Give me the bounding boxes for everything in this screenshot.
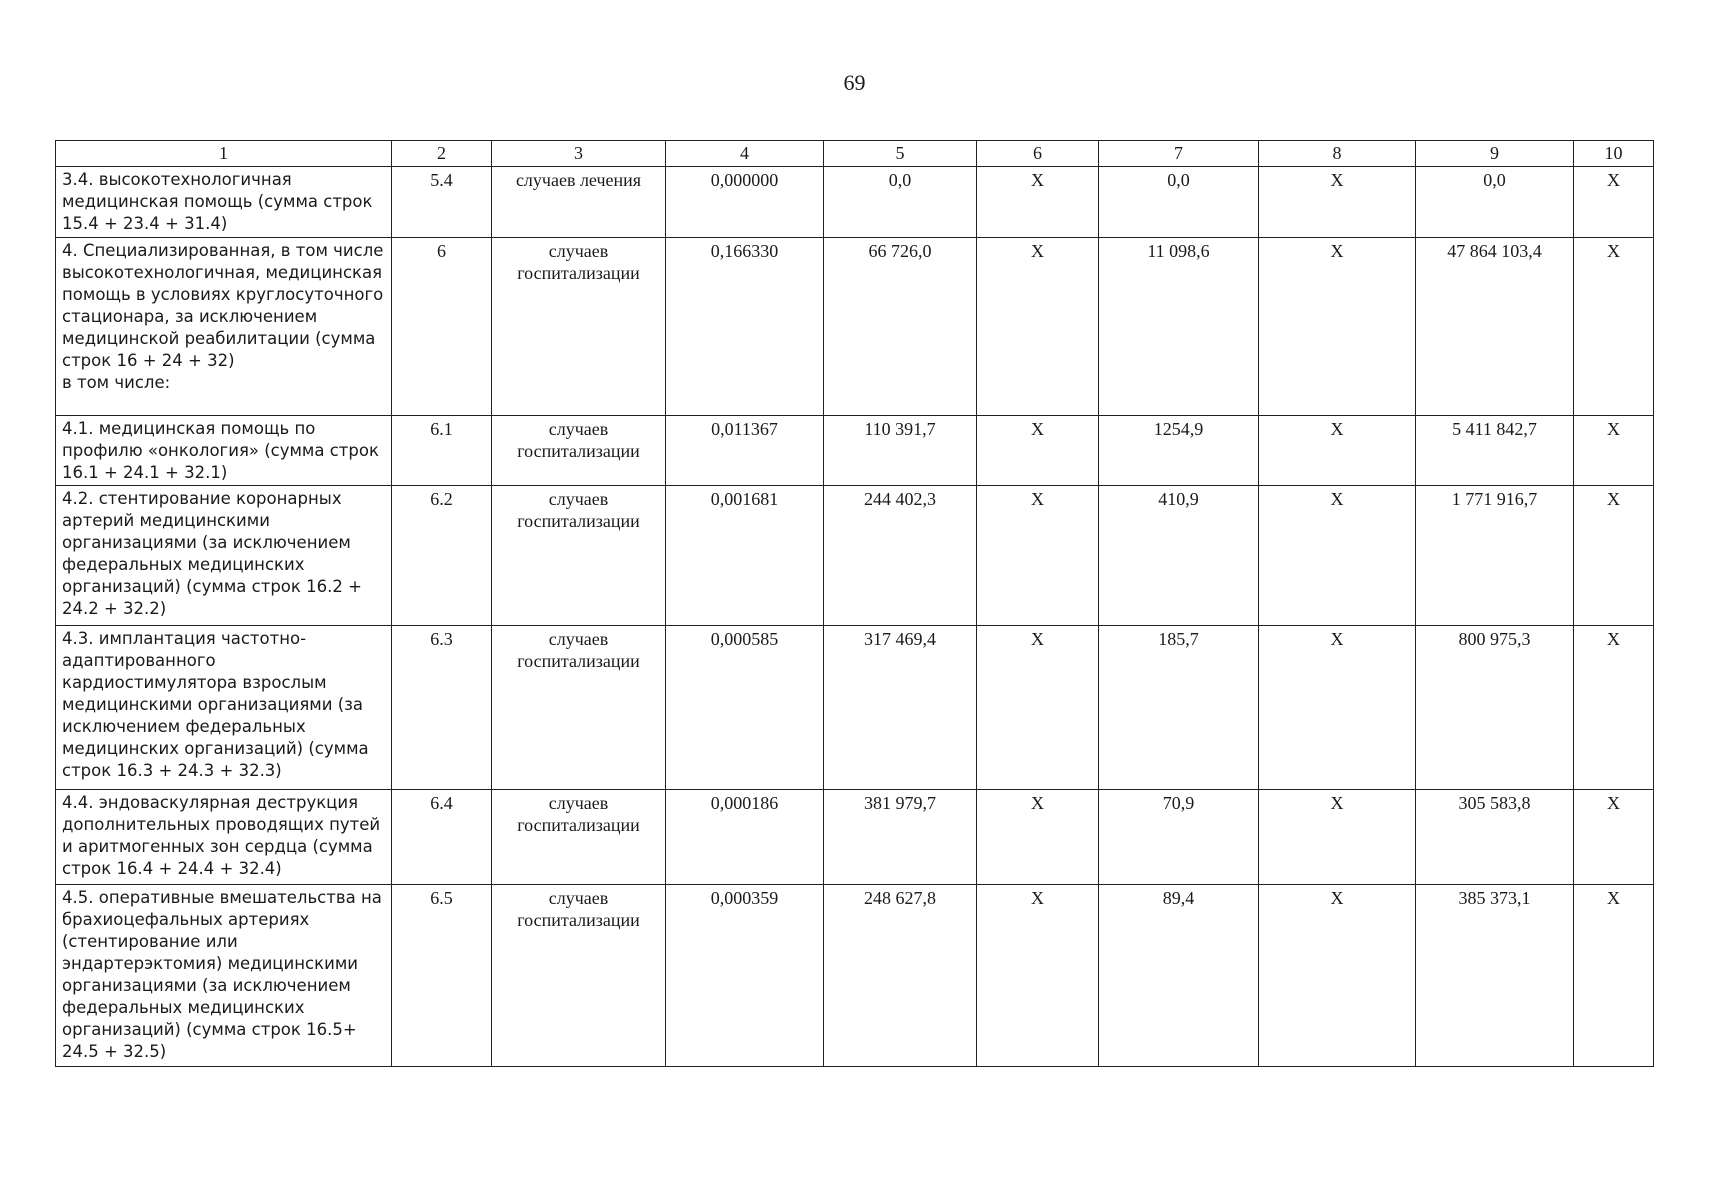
row-label-text: 4.1. медицинская помощь по профилю «онкология» (сумма строк 16.1 + 24.1 + 32.1) xyxy=(62,419,379,482)
column-header: 7 xyxy=(1099,141,1259,167)
table-row xyxy=(56,885,1654,1067)
row-label-text: 4.5. оперативные вмешательства на брахиоцефальных артериях (стентирование или эндартерэктомия) медицинскими организациями (за исключением федеральных медицинских организаций) (сумма строк 16.5+ 24.5 + 32.5) xyxy=(62,888,382,1061)
row-label xyxy=(56,486,392,626)
cell-code: 6.2 xyxy=(392,486,492,626)
cell-c4: 0,000000 xyxy=(666,167,824,238)
cell-unit: случаев госпитализации xyxy=(492,486,666,626)
cell-code: 6.3 xyxy=(392,626,492,790)
cell-c5: 66 726,0 xyxy=(824,238,977,416)
cell-c9: 385 373,1 xyxy=(1416,885,1574,1067)
table-row xyxy=(56,626,1654,790)
cell-c10: X xyxy=(1574,416,1654,486)
cell-c4: 0,166330 xyxy=(666,238,824,416)
cell-c7: 0,0 xyxy=(1099,167,1259,238)
row-label xyxy=(56,626,392,790)
column-header: 8 xyxy=(1259,141,1416,167)
cell-c6: X xyxy=(977,167,1099,238)
header-row xyxy=(56,141,1654,167)
cell-unit: случаев госпитализации xyxy=(492,885,666,1067)
row-label xyxy=(56,416,392,486)
row-label xyxy=(56,790,392,885)
cell-c9: 47 864 103,4 xyxy=(1416,238,1574,416)
row-label xyxy=(56,238,392,416)
cell-c8: X xyxy=(1259,416,1416,486)
cell-c10: X xyxy=(1574,238,1654,416)
cell-unit: случаев госпитализации xyxy=(492,416,666,486)
row-label xyxy=(56,885,392,1067)
cell-c8: X xyxy=(1259,238,1416,416)
data-table xyxy=(55,140,1654,1067)
cell-c5: 381 979,7 xyxy=(824,790,977,885)
cell-code: 6 xyxy=(392,238,492,416)
cell-c7: 185,7 xyxy=(1099,626,1259,790)
cell-c8: X xyxy=(1259,486,1416,626)
cell-unit: случаев госпитализации xyxy=(492,238,666,416)
cell-c7: 89,4 xyxy=(1099,885,1259,1067)
cell-c7: 1254,9 xyxy=(1099,416,1259,486)
cell-c9: 305 583,8 xyxy=(1416,790,1574,885)
cell-c10: X xyxy=(1574,486,1654,626)
cell-c5: 110 391,7 xyxy=(824,416,977,486)
row-label-text: 4.4. эндоваскулярная деструкция дополнительных проводящих путей и аритмогенных зон сердца (сумма строк 16.4 + 24.4 + 32.4) xyxy=(62,793,381,878)
cell-code: 6.5 xyxy=(392,885,492,1067)
cell-c5: 0,0 xyxy=(824,167,977,238)
row-label-text: 4.2. стентирование коронарных артерий медицинскими организациями (за исключением федеральных медицинских организаций) (сумма строк 16.2 + 24.2 + 32.2) xyxy=(62,489,362,618)
cell-c5: 248 627,8 xyxy=(824,885,977,1067)
page-number: 69 xyxy=(843,70,866,95)
column-header: 2 xyxy=(392,141,492,167)
cell-unit: случаев лечения xyxy=(492,167,666,238)
cell-c7: 70,9 xyxy=(1099,790,1259,885)
cell-c10: X xyxy=(1574,626,1654,790)
row-label-text: 4.3. имплантация частотно-адаптированного кардиостимулятора взрослым медицинскими организациями (за исключением федеральных медицинских организаций) (сумма строк 16.3 + 24.3 + 32.3) xyxy=(62,629,369,780)
cell-c6: X xyxy=(977,486,1099,626)
column-header: 3 xyxy=(492,141,666,167)
cell-c10: X xyxy=(1574,790,1654,885)
cell-c7: 410,9 xyxy=(1099,486,1259,626)
cell-code: 5.4 xyxy=(392,167,492,238)
table-row xyxy=(56,167,1654,238)
cell-c6: X xyxy=(977,626,1099,790)
cell-c4: 0,011367 xyxy=(666,416,824,486)
cell-c5: 244 402,3 xyxy=(824,486,977,626)
cell-c9: 1 771 916,7 xyxy=(1416,486,1574,626)
cell-c5: 317 469,4 xyxy=(824,626,977,790)
cell-c4: 0,000359 xyxy=(666,885,824,1067)
cell-c9: 5 411 842,7 xyxy=(1416,416,1574,486)
cell-c4: 0,000186 xyxy=(666,790,824,885)
cell-c6: X xyxy=(977,238,1099,416)
column-header: 5 xyxy=(824,141,977,167)
table-row xyxy=(56,486,1654,626)
cell-c10: X xyxy=(1574,885,1654,1067)
cell-code: 6.1 xyxy=(392,416,492,486)
column-header: 1 xyxy=(56,141,392,167)
cell-c4: 0,001681 xyxy=(666,486,824,626)
table-row xyxy=(56,238,1654,416)
cell-c6: X xyxy=(977,790,1099,885)
column-header: 9 xyxy=(1416,141,1574,167)
column-header: 6 xyxy=(977,141,1099,167)
cell-unit: случаев госпитализации xyxy=(492,790,666,885)
row-label xyxy=(56,167,392,238)
cell-c8: X xyxy=(1259,790,1416,885)
table-row xyxy=(56,416,1654,486)
row-label-extra: в том числе: xyxy=(62,373,171,392)
cell-c6: X xyxy=(977,885,1099,1067)
cell-c8: X xyxy=(1259,167,1416,238)
cell-c8: X xyxy=(1259,885,1416,1067)
column-header: 4 xyxy=(666,141,824,167)
row-label-text: 3.4. высокотехнологичная медицинская помощь (сумма строк 15.4 + 23.4 + 31.4) xyxy=(62,170,373,233)
table-row xyxy=(56,790,1654,885)
row-label-text: 4. Специализированная, в том числе высокотехнологичная, медицинская помощь в условиях круглосуточного стационара, за исключением медицинской реабилитации (сумма строк 16 + 24 + 32) xyxy=(62,241,384,370)
cell-c10: X xyxy=(1574,167,1654,238)
cell-c4: 0,000585 xyxy=(666,626,824,790)
cell-c7: 11 098,6 xyxy=(1099,238,1259,416)
cell-c8: X xyxy=(1259,626,1416,790)
cell-c6: X xyxy=(977,416,1099,486)
cell-code: 6.4 xyxy=(392,790,492,885)
cell-c9: 800 975,3 xyxy=(1416,626,1574,790)
cell-unit: случаев госпитализации xyxy=(492,626,666,790)
cell-c9: 0,0 xyxy=(1416,167,1574,238)
column-header: 10 xyxy=(1574,141,1654,167)
